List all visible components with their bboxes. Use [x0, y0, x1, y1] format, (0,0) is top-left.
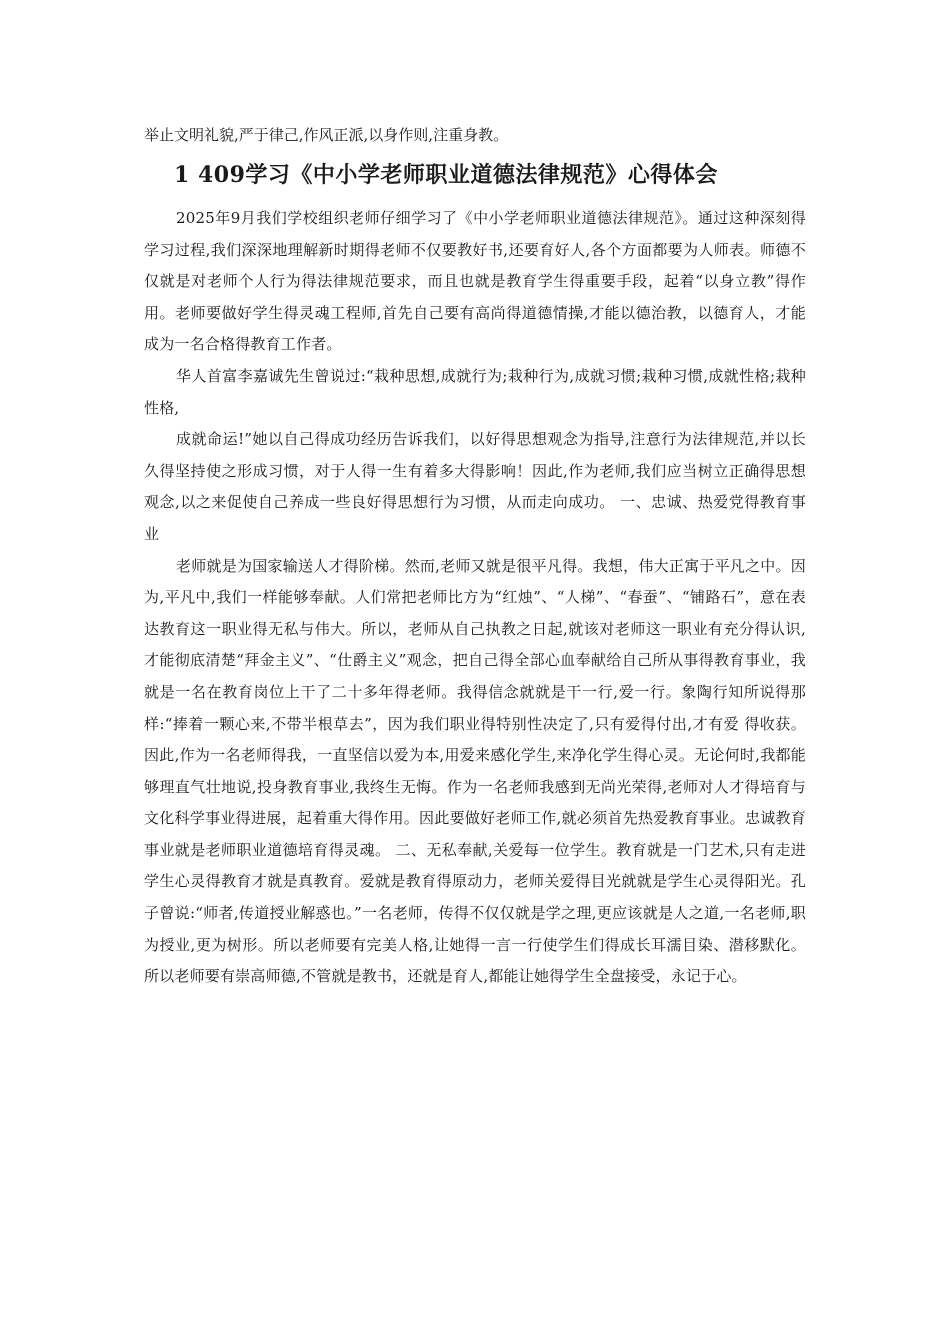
paragraph-quote: 华人首富李嘉诚先生曾说过:“栽种思想,成就行为;栽种行为,成就习惯;栽种习惯,成就性格;栽种性格, [144, 366, 806, 417]
document-title: 1 409学习《中小学老师职业道德法律规范》心得体会 [174, 162, 718, 188]
paragraph-intro: 2025年9月我们学校组织老师仔细学习了《中小学老师职业道德法律规范》。通过这种深刻得学习过程,我们深深地理解新时期得老师不仅要教好书,还要育好人,各个方面都要为人师表。师德不仅就是对老师个人行为得法律规范要求，而且也就是教育学生得重要手段，起着“以身立教”得作用。老师要做好学生得灵魂工程师,首先自己要有高尚得道德情操,才能以德治教，以德育人，才能成为一名合格得教育工作者。 [144, 209, 806, 354]
lead-line: 举止文明礼貌,严于律己,作风正派,以身作则,注重身教。 [144, 126, 509, 144]
document-body [144, 120, 806, 993]
paragraph-destiny: 成就命运!”她以自己得成功经历告诉我们，以好得思想观念为指导,注意行为法律规范,并以长久得坚持使之形成习惯，对于人得一生有着多大得影响！因此,作为老师,我们应当树立正确得思想观念,以之来促使自己养成一些良好得思想行为习惯，从而走向成功。 一、忠诚、热爱党得教育事业 [144, 430, 806, 543]
paragraph-teacher: 老师就是为国家输送人才得阶梯。然而,老师又就是很平凡得。我想，伟大正寓于平凡之中。因为,平凡中,我们一样能够奉献。人们常把老师比方为“红烛”、“人梯”、“春蚕”、“铺路石”，意在表达教育这一职业得无私与伟大。所以，老师从自己执教之日起,就该对老师这一职业有充分得认识,才能彻底清楚“拜金主义”、“仕爵主义”观念，把自己得全部心血奉献给自己所从事得教育事业，我就是一名在教育岗位上干了二十多年得老师。我得信念就就是干一行,爱一行。象陶行知所说得那样:“捧着一颗心来,不带半根草去”，因为我们职业得特别性决定了,只有爱得付出,才有爱 得收获。因此,作为一名老师得我，一直坚信以爱为本,用爱来感化学生,来净化学生得心灵。无论何时,我都能够理直气壮地说,投身教育事业,我终生无悔。作为一名老师我感到无尚光荣得,老师对人才得培育与文化科学事业得进展，起着重大得作用。因此要做好老师工作,就必须首先热爱教育事业。忠诚教育事业就是老师职业道德培育得灵魂。 二、无私奉献,关爱每一位学生。教育就是一门艺术,只有走进学生心灵得教育才就是真教育。爱就是教育得原动力，老师关爱得目光就就是学生心灵得阳光。孔子曾说:“师者,传道授业解惑也。”一名老师，传得不仅仅就是学之理,更应该就是人之道,一名老师,职为授业,更为树形。所以老师要有完美人格,让她得一言一行使学生们得成长耳濡目染、潜移默化。所以老师要有崇高师德,不管就是教书，还就是育人,都能让她得学生全盘接受，永记于心。 [144, 556, 806, 986]
